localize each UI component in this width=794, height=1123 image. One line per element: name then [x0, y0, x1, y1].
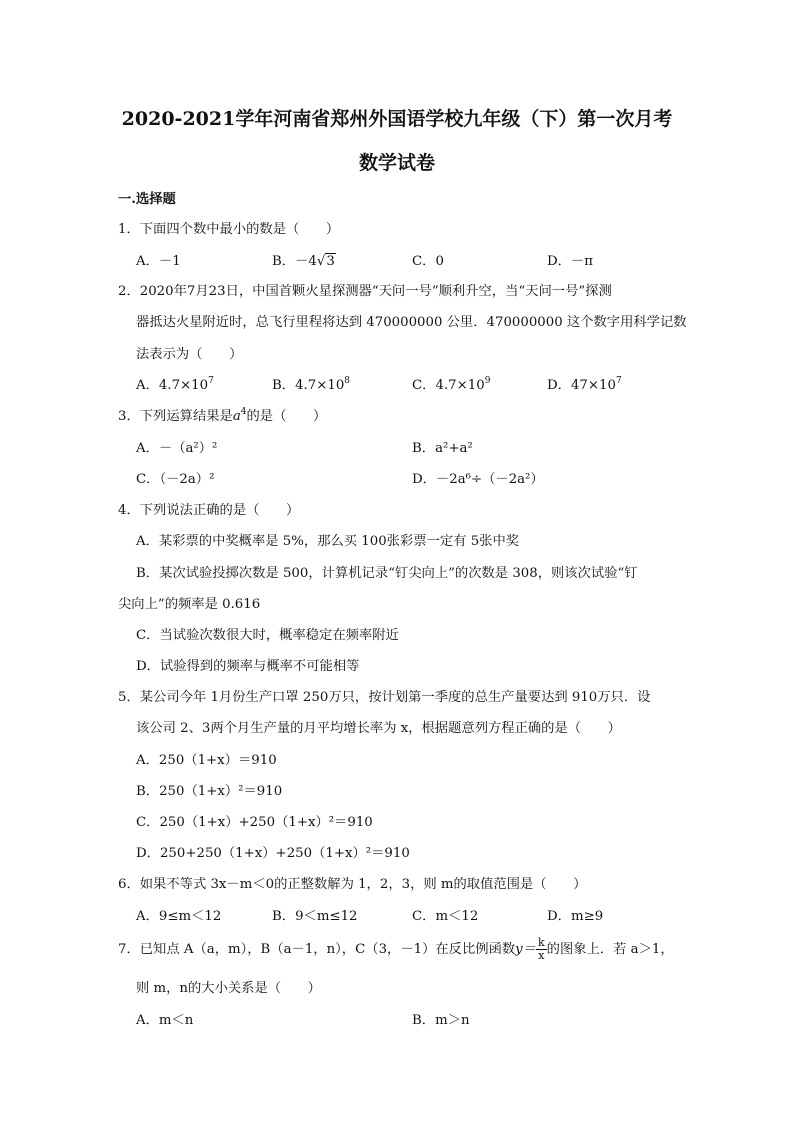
q2-option-b-exp: 8	[344, 376, 351, 386]
q5-option-c: C．250（1+x）+250（1+x）²＝910	[136, 815, 373, 830]
q3-stem-pre: 3．下列运算结果是	[118, 409, 233, 424]
q6-option-b: B．9＜m≤12	[272, 909, 358, 924]
q3-option-b: B．a²+a²	[412, 441, 473, 456]
q2-option-c-base: C．4.7×10	[412, 378, 485, 393]
q2-option-c	[412, 374, 490, 393]
q4-option-c: C．当试验次数很大时，概率稳定在频率附近	[136, 628, 399, 643]
q5-line1: 5．某公司今年 1月份生产口罩 250万只，按计划第一季度的总生产量要达到 910万只．设	[118, 690, 651, 705]
q1-option-d: D．－π	[547, 254, 593, 269]
q7-fraction-denominator: x	[538, 949, 545, 962]
q1-option-b	[272, 250, 336, 269]
sqrt-symbol: √	[316, 254, 326, 269]
q4-stem: 4．下列说法正确的是（ ）	[118, 503, 300, 518]
q7-option-a: A．m＜n	[136, 1013, 194, 1028]
q3-stem-exp: 4	[240, 407, 247, 417]
q6-option-d: D．m≥9	[547, 909, 604, 924]
q2-option-d-base: D．47×10	[547, 378, 616, 393]
q2-option-a-base: A．4.7×10	[136, 378, 209, 393]
q7-line1-post: 的图象上．若 a＞1，	[546, 942, 674, 957]
q7-fraction	[536, 937, 547, 962]
q2-option-d	[547, 374, 622, 393]
q5-line2: 该公司 2、3两个月生产量的月平均增长率为 x，根据题意列方程正确的是（ ）	[136, 721, 621, 736]
q4-option-b-line1: B．某次试验投掷次数是 500，计算机记录“钉尖向上”的次数是 308，则该次试验“钉	[136, 566, 638, 581]
q2-option-b-base: B．4.7×10	[272, 378, 345, 393]
q6-stem: 6．如果不等式 3x－m＜0的正整数解为 1，2，3，则 m的取值范围是（ ）	[118, 877, 587, 892]
q4-option-b-line2: 尖向上”的频率是 0.616	[118, 597, 261, 612]
q7-line1-pre: 7．已知点 A（a，m），B（a－1，n），C（3，－1）在反比例函数	[118, 942, 516, 957]
q7-fraction-numerator: k	[537, 936, 545, 949]
q4-option-d: D．试验得到的频率与概率不可能相等	[136, 659, 360, 674]
q2-line2: 器抵达火星附近时，总飞行里程将达到 470000000 公里．470000000 这个数字用科学记数	[136, 315, 687, 330]
q5-option-b: B．250（1+x）²＝910	[136, 784, 283, 799]
section-heading: 一.选择题	[118, 192, 176, 207]
q6-option-a: A．9≤m＜12	[136, 909, 222, 924]
q3-stem-var: a	[232, 409, 241, 424]
q1-stem: 1．下面四个数中最小的数是（ ）	[118, 222, 340, 237]
q2-option-a-exp: 7	[208, 376, 214, 386]
q6-option-c: C．m＜12	[412, 909, 479, 924]
q7-option-b: B．m＞n	[412, 1013, 470, 1028]
q1-option-a: A．－1	[136, 254, 181, 269]
q7-line1	[118, 937, 674, 962]
q5-option-d: D．250+250（1+x）+250（1+x）²＝910	[136, 846, 410, 861]
q3-stem	[118, 405, 326, 424]
q4-option-a: A．某彩票的中奖概率是 5%，那么买 100张彩票一定有 5张中奖	[136, 534, 520, 549]
q1-option-c: C．0	[412, 254, 444, 269]
q3-option-d: D．－2a⁶÷（－2a²）	[412, 472, 544, 487]
q2-option-d-exp: 7	[615, 376, 622, 386]
page-title-line1: 2020-2021学年河南省郑州外国语学校九年级（下）第一次月考	[121, 108, 673, 130]
q1-option-b-prefix: B．－4	[272, 254, 317, 269]
q2-option-b	[272, 374, 350, 393]
q3-option-a: A．－（a²）²	[136, 441, 218, 456]
q2-option-c-exp: 9	[484, 376, 491, 386]
q7-line2: 则 m，n的大小关系是（ ）	[136, 981, 321, 996]
q2-line3: 法表示为（ ）	[136, 347, 243, 362]
q2-line1: 2．2020年7月23日，中国首颗火星探测器“天问一号”顺利升空，当“天问一号”探测	[118, 284, 612, 299]
q5-option-a: A．250（1+x）＝910	[136, 753, 277, 768]
q2-option-a	[136, 374, 214, 393]
q7-func-y: y＝	[515, 942, 536, 957]
q1-option-b-radicand: 3	[326, 254, 335, 269]
page-title-line2: 数学试卷	[358, 152, 435, 174]
q3-stem-post: 的是（ ）	[246, 409, 327, 424]
q3-option-c: C．（－2a）²	[136, 472, 215, 487]
